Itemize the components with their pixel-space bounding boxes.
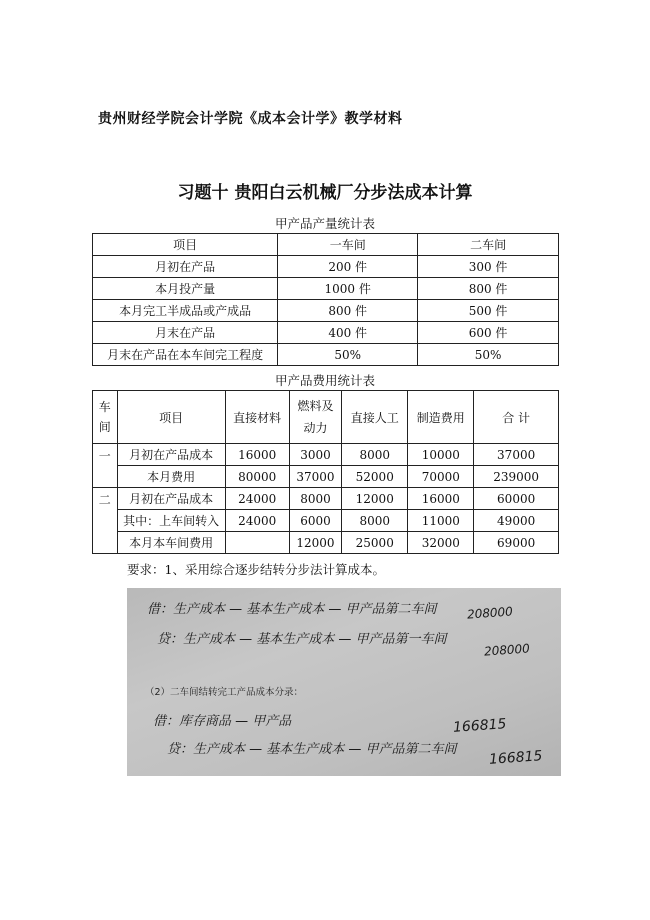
table-row [93,300,559,322]
col-header-item: 项目 [93,234,278,256]
table-row [93,322,559,344]
journal-amount-4: 166815 [488,748,543,768]
handwritten-photo [127,588,561,776]
journal-credit-line-1: 贷：生产成本 — 基本生产成本 — 甲产品第一车间 [157,632,447,647]
row-label: 本月投产量 [93,278,278,300]
table-row [93,344,559,366]
table-cell: 10000 [408,444,474,466]
table-cell: 50% [278,344,418,366]
table-cell: 32000 [408,532,474,554]
quantity-table-caption: 甲产品产量统计表 [274,216,375,231]
cost-table-caption: 甲产品费用统计表 [274,373,375,388]
table-row [93,510,559,532]
table-cell: 6000 [289,510,342,532]
table-cell: 60000 [474,488,559,510]
table-cell: 49000 [474,510,559,532]
cost-table [92,390,559,554]
table-cell: 1000 件 [278,278,418,300]
table-row [93,444,559,466]
row-label: 月末在产品在本车间完工程度 [93,344,278,366]
table-cell: 70000 [408,466,474,488]
journal-amount-3: 166815 [452,716,507,736]
table-cell: 24000 [225,488,289,510]
col-header-total: 合 计 [474,391,559,444]
journal-amount-2: 208000 [483,641,531,659]
table-cell: 3000 [289,444,342,466]
col-header-item: 项目 [117,391,225,444]
row-label: 本月费用 [117,466,225,488]
table-cell: 24000 [225,510,289,532]
col-header-workshop1: 一车间 [278,234,418,256]
workshop-header-text: 车间 [98,400,111,434]
col-header-workshop2: 二车间 [418,234,559,256]
row-label: 本月完工半成品或产成品 [93,300,278,322]
quantity-table [92,233,559,366]
journal-debit-line-2: 借：库存商品 — 甲产品 [153,714,292,729]
col-header-labor: 直接人工 [342,391,408,444]
table-cell: 300 件 [418,256,559,278]
row-label: 本月本车间费用 [117,532,225,554]
row-label: 其中：上车间转入 [117,510,225,532]
table-cell: 12000 [342,488,408,510]
col-header-fuel [289,391,342,444]
table-cell: 52000 [342,466,408,488]
table-row [93,256,559,278]
col-header-material: 直接材料 [225,391,289,444]
row-label: 月末在产品 [93,322,278,344]
workshop-two-cell: 二 [93,488,118,554]
document-header: 贵州财经学院会计学院《成本会计学》教学材料 [98,111,403,127]
table-cell: 800 件 [278,300,418,322]
table-cell: 69000 [474,532,559,554]
table-cell: 37000 [474,444,559,466]
row-label: 月初在产品成本 [117,444,225,466]
table-cell: 400 件 [278,322,418,344]
table-cell: 8000 [342,510,408,532]
table-cell: 80000 [225,466,289,488]
table-cell: 239000 [474,466,559,488]
fuel-header-bottom: 动力 [303,421,328,435]
printed-heading: （2）二车间结转完工产品成本分录： [145,687,304,698]
table-cell: 16000 [225,444,289,466]
table-row [93,466,559,488]
row-label: 月初在产品成本 [117,488,225,510]
journal-credit-line-2: 贷：生产成本 — 基本生产成本 — 甲产品第二车间 [167,742,457,757]
col-header-overhead: 制造费用 [408,391,474,444]
journal-debit-line-1: 借：生产成本 — 基本生产成本 — 甲产品第二车间 [147,602,437,617]
table-header-row [93,391,559,444]
table-cell: 50% [418,344,559,366]
table-row [93,532,559,554]
fuel-header-top: 燃料及 [297,399,334,413]
row-label: 月初在产品 [93,256,278,278]
table-cell: 500 件 [418,300,559,322]
workshop-one-cell: 一 [93,444,118,488]
table-header-row [93,234,559,256]
col-header-workshop [93,391,118,444]
table-cell: 200 件 [278,256,418,278]
table-cell [225,532,289,554]
table-row [93,278,559,300]
table-cell: 8000 [289,488,342,510]
table-cell: 600 件 [418,322,559,344]
table-cell: 16000 [408,488,474,510]
table-row [93,488,559,510]
table-cell: 800 件 [418,278,559,300]
table-cell: 25000 [342,532,408,554]
journal-amount-1: 208000 [466,604,514,622]
exercise-title: 习题十 贵阳白云机械厂分步法成本计算 [177,183,473,203]
table-cell: 8000 [342,444,408,466]
table-cell: 11000 [408,510,474,532]
requirement-text: 要求：1、采用综合逐步结转分步法计算成本。 [127,562,385,577]
table-cell: 37000 [289,466,342,488]
table-cell: 12000 [289,532,342,554]
